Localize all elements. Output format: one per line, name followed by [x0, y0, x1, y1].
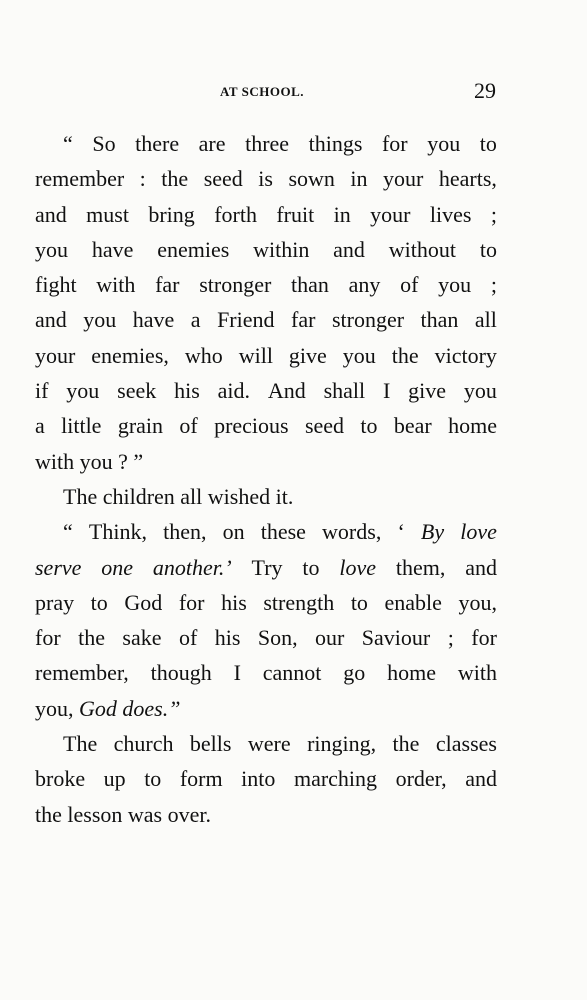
word: hearts, — [438, 166, 497, 192]
word: I — [382, 378, 391, 404]
word: enemies — [157, 236, 230, 262]
word: church — [113, 731, 174, 757]
word: : — [139, 166, 146, 192]
text-line — [35, 585, 497, 620]
word: were — [247, 731, 291, 757]
word: with — [35, 448, 75, 474]
word: children — [102, 483, 175, 509]
word: these — [260, 519, 306, 545]
word: bells — [189, 731, 232, 757]
word: God — [124, 589, 163, 615]
word: remember — [35, 166, 125, 192]
text-line — [35, 655, 497, 690]
word: give — [288, 342, 327, 368]
word: give — [408, 378, 447, 404]
word: Try — [251, 554, 283, 580]
word: his — [174, 378, 200, 404]
word: in — [333, 201, 351, 227]
word: seed — [304, 413, 345, 439]
word: The — [63, 731, 98, 757]
text-line — [35, 302, 497, 337]
word: Friend — [217, 307, 275, 333]
word: wished — [207, 483, 271, 509]
word: there — [135, 131, 180, 156]
text-line — [35, 338, 497, 373]
word: for — [471, 625, 497, 651]
word: the — [392, 731, 420, 757]
word: I — [233, 660, 241, 686]
word: cannot — [262, 660, 322, 686]
word: you — [83, 307, 117, 333]
text-line — [35, 444, 497, 479]
word: his — [214, 625, 241, 651]
word: and — [35, 307, 67, 333]
word: though — [150, 660, 212, 686]
word: victory — [434, 342, 497, 368]
word: remember, — [35, 660, 129, 686]
text-line — [35, 197, 497, 232]
word: of — [179, 413, 198, 439]
word: far — [155, 272, 180, 298]
word: them, — [395, 554, 446, 580]
word: all — [180, 483, 203, 509]
word: sake — [122, 625, 162, 651]
page-number: 29 — [474, 78, 496, 103]
word: And — [267, 378, 306, 404]
word: ” — [133, 448, 144, 474]
word: our — [315, 625, 345, 651]
text-line — [35, 797, 497, 832]
word: for — [381, 131, 408, 156]
running-head: AT SCHOOL. — [220, 84, 304, 99]
word: words, — [322, 519, 382, 545]
text-line — [35, 232, 497, 267]
word: in — [350, 166, 368, 192]
word: order, — [395, 766, 447, 792]
word: will — [238, 342, 273, 368]
word: fruit — [276, 201, 315, 227]
word: for — [35, 625, 61, 651]
word: you — [342, 342, 376, 368]
word: stronger — [331, 307, 405, 333]
word: it. — [275, 483, 294, 509]
word: sown — [288, 166, 335, 192]
word: ; — [447, 625, 454, 651]
word: your — [35, 342, 76, 368]
word: go — [343, 660, 366, 686]
word: does.” — [122, 695, 181, 721]
word: with — [96, 272, 136, 298]
word: enemies, — [91, 342, 169, 368]
text-line — [35, 126, 497, 161]
word: little — [61, 413, 102, 439]
word: the — [78, 625, 105, 651]
word: you — [66, 378, 100, 404]
word: your — [383, 166, 424, 192]
word: things — [308, 131, 363, 156]
word: and — [465, 554, 497, 580]
word: Think, — [88, 519, 147, 545]
word: home — [387, 660, 437, 686]
word: have — [132, 307, 175, 333]
word: broke — [35, 766, 86, 792]
word: up — [103, 766, 126, 792]
word: stronger — [199, 272, 272, 298]
word: on — [222, 519, 245, 545]
word: of — [178, 625, 198, 651]
text-line — [35, 161, 497, 196]
word: ringing, — [307, 731, 377, 757]
text-line — [35, 691, 497, 726]
word: with — [457, 660, 497, 686]
text-line — [35, 620, 497, 655]
word: you — [35, 236, 68, 262]
word: fight — [35, 272, 77, 298]
word: over. — [167, 801, 211, 827]
word: a — [190, 307, 201, 333]
word: a — [35, 413, 45, 439]
text-line — [35, 408, 497, 443]
word: the — [35, 801, 62, 827]
word: are — [198, 131, 226, 156]
word: and — [465, 766, 497, 792]
word: to — [479, 131, 497, 156]
word: The — [63, 483, 98, 509]
word: one — [101, 554, 134, 580]
word: enable — [384, 589, 442, 615]
word: far — [291, 307, 316, 333]
word: is — [258, 166, 273, 192]
word: must — [86, 201, 129, 227]
word: grain — [117, 413, 164, 439]
word: then, — [163, 519, 207, 545]
word: bring — [148, 201, 195, 227]
word: of — [400, 272, 419, 298]
word: “ — [63, 131, 73, 156]
word: to — [90, 589, 108, 615]
word: pray — [35, 589, 75, 615]
word: three — [245, 131, 290, 156]
word: another.’ — [152, 554, 232, 580]
body-text — [35, 126, 497, 832]
text-line — [35, 373, 497, 408]
word: ; — [490, 272, 497, 298]
word: bear — [393, 413, 432, 439]
word: you, — [458, 589, 497, 615]
word: if — [35, 378, 49, 404]
word: marching — [293, 766, 378, 792]
word: shall — [323, 378, 366, 404]
word: “ — [63, 519, 73, 545]
word: love — [339, 554, 377, 580]
word: form — [179, 766, 223, 792]
text-line — [35, 726, 497, 761]
word: to — [302, 554, 320, 580]
word: you, — [35, 695, 74, 721]
word: seed — [203, 166, 243, 192]
word: lesson — [67, 801, 123, 827]
word: God — [79, 695, 117, 721]
word: love — [460, 519, 497, 545]
word: and — [35, 201, 67, 227]
word: all — [474, 307, 497, 333]
text-line — [35, 761, 497, 796]
word: forth — [214, 201, 257, 227]
word: strength — [263, 589, 335, 615]
word: So — [92, 131, 116, 156]
word: to — [350, 589, 368, 615]
word: the — [391, 342, 419, 368]
word: have — [91, 236, 134, 262]
word: Son, — [257, 625, 298, 651]
word: the — [161, 166, 189, 192]
word: ; — [490, 201, 497, 227]
word: who — [184, 342, 223, 368]
word: ? — [118, 448, 128, 474]
word: ‘ — [397, 519, 405, 545]
word: you — [438, 272, 472, 298]
text-line — [35, 514, 497, 549]
word: serve — [35, 554, 82, 580]
word: into — [241, 766, 276, 792]
word: than — [420, 307, 459, 333]
word: was — [127, 801, 163, 827]
word: lives — [429, 201, 472, 227]
word: within — [253, 236, 310, 262]
word: you — [79, 448, 113, 474]
text-line — [35, 267, 497, 302]
word: you — [463, 378, 497, 404]
word: and — [333, 236, 365, 262]
word: seek — [117, 378, 157, 404]
word: By — [420, 519, 445, 545]
word: you — [427, 131, 461, 156]
word: to — [144, 766, 162, 792]
word: home — [448, 413, 497, 439]
word: classes — [435, 731, 497, 757]
text-line — [35, 479, 497, 514]
word: any — [348, 272, 381, 298]
word: precious — [214, 413, 289, 439]
word: to — [360, 413, 378, 439]
word: your — [370, 201, 411, 227]
word: aid. — [217, 378, 250, 404]
word: than — [291, 272, 329, 298]
text-line — [35, 550, 497, 585]
word: his — [221, 589, 247, 615]
word: Saviour — [361, 625, 431, 651]
word: for — [178, 589, 205, 615]
word: to — [479, 236, 497, 262]
word: without — [388, 236, 456, 262]
